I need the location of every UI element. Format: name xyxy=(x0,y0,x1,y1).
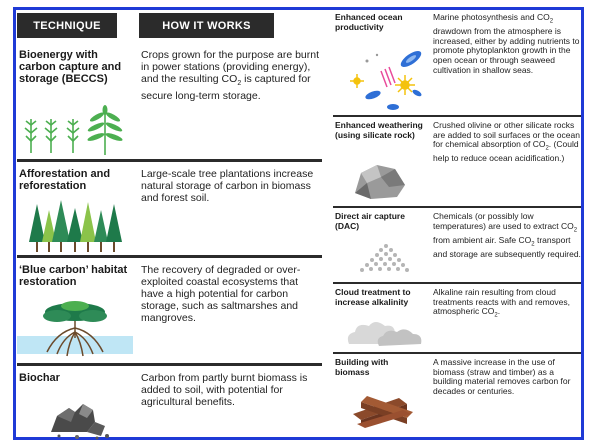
technique-header: TECHNIQUE xyxy=(17,13,117,38)
technique-description: Large-scale tree plantations increase natural storage of carbon in biomass and forest soil. xyxy=(141,168,314,204)
technique-description: Crops grown for the purpose are burnt in power stations (providing energy), and the resulting $CO_2$ is captured for secure long-term storage. xyxy=(141,49,320,103)
technique-description: Carbon from partly burnt biomass is added to soil, with potential for agricultural benefits. xyxy=(141,372,308,408)
technique-name: Cloud treatment to increase alkalinity xyxy=(335,287,411,307)
row-biochar xyxy=(17,366,322,446)
row-cloud-treatment xyxy=(333,284,581,354)
technique-name: Enhanced weathering (using silicate rock) xyxy=(335,120,423,140)
forest-icon xyxy=(27,196,127,254)
mangrove-icon xyxy=(17,298,133,362)
how-it-works-header: HOW IT WORKS xyxy=(139,13,274,38)
technique-name: Enhanced ocean productivity xyxy=(335,12,403,32)
biochar-rock-icon xyxy=(47,392,117,440)
row-beccs xyxy=(17,43,322,162)
row-building-biomass xyxy=(333,354,581,436)
technique-description: Alkaline rain resulting from cloud treatments reacts with and removes, atmospheric $CO_2$. xyxy=(433,287,571,319)
technique-description: Crushed olivine or other silicate rocks are added to soil surfaces or the ocean for chemical absorption of $CO_2$. (Could help to reduce ocean acidification.) xyxy=(433,120,580,164)
row-enhanced-weathering xyxy=(333,117,581,208)
phytoplankton-icon xyxy=(347,47,429,113)
plant-icon xyxy=(17,105,129,159)
technique-description: Chemicals (or possibly low temperatures) are used to extract $CO_2$ from ambient air. Safe $CO_2$ transport and storage are subsequently required. xyxy=(433,211,581,260)
technique-name: Biochar xyxy=(19,372,60,384)
particle-pile-icon xyxy=(353,238,419,278)
cloud-icon xyxy=(343,314,427,350)
technique-name: Bioenergy with carbon capture and storage (BECCS) xyxy=(19,49,122,85)
technique-name: ‘Blue carbon’ habitat restoration xyxy=(19,264,128,288)
technique-name: Direct air capture (DAC) xyxy=(335,211,405,231)
technique-name: Afforestation and reforestation xyxy=(19,168,111,192)
technique-description: A massive increase in the use of biomass (straw and timber) as a building material removes carbon for decades or centuries. xyxy=(433,357,571,396)
row-ocean-productivity xyxy=(333,9,581,117)
row-direct-air-capture xyxy=(333,208,581,284)
table-header xyxy=(17,9,322,43)
technique-description: The recovery of degraded or over-exploited coastal ecosystems that have a high potential for carbon storage, such as saltmarshes and mangroves. xyxy=(141,264,301,324)
silicate-rock-icon xyxy=(351,159,411,203)
technique-name: Building with biomass xyxy=(335,357,389,377)
technique-description: Marine photosynthesis and $CO_2$ drawdown from the atmosphere is increased, either by adding nutrients to promote phytoplankton growth in the open ocean or through seaweed cultivation in shallow seas. xyxy=(433,12,580,75)
row-afforestation xyxy=(17,162,322,258)
left-column xyxy=(17,9,322,446)
right-column xyxy=(333,9,581,436)
timber-stack-icon xyxy=(347,384,427,432)
row-blue-carbon xyxy=(17,258,322,366)
